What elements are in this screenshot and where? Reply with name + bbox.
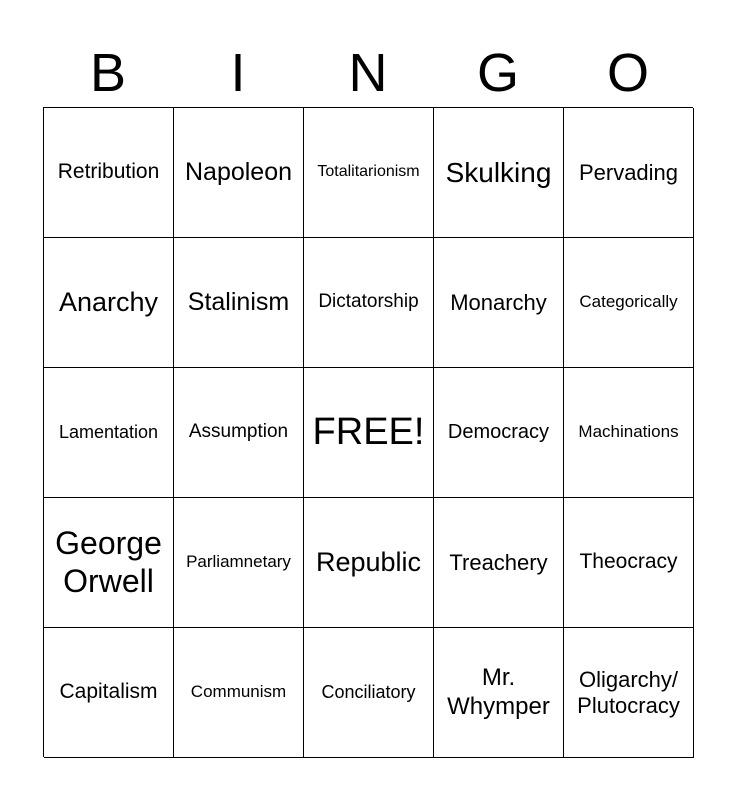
header-letter-i: I [230,43,246,103]
bingo-cell-r2-c1[interactable] [44,238,174,368]
bingo-cell-r2-c5[interactable] [564,238,694,368]
bingo-cell-r4-c1[interactable] [44,498,174,628]
bingo-cell-r2-c3[interactable] [304,238,434,368]
cell-text: Anarchy [58,286,159,317]
bingo-cell-r3-c5[interactable] [564,368,694,498]
bingo-cell-r2-c4[interactable] [434,238,564,368]
cell-text: Stalinism [187,287,290,316]
bingo-cell-r5-c5[interactable] [564,628,694,758]
bingo-cell-r4-c5[interactable] [564,498,694,628]
bingo-cell-r2-c2[interactable] [174,238,304,368]
cell-text: Retribution [57,160,160,184]
header-letter-g: G [476,43,519,103]
cell-text: Pervading [578,159,679,185]
cell-text: Capitalism [59,680,158,704]
bingo-cell-r4-c2[interactable] [174,498,304,628]
bingo-cell-r1-c3[interactable] [304,108,434,238]
cell-text: Republic [315,546,422,577]
bingo-cell-r1-c1[interactable] [44,108,174,238]
bingo-cell-r5-c2[interactable] [174,628,304,758]
bingo-board [43,107,693,757]
bingo-cell-r1-c4[interactable] [434,108,564,238]
cell-text: Skulking [445,156,552,188]
cell-text: Categorically [579,292,678,312]
cell-text: Assumption [188,421,289,443]
cell-text: Napoleon [184,157,293,186]
header-letter-o: O [606,43,649,103]
bingo-cell-r4-c3[interactable] [304,498,434,628]
bingo-cell-r3-c1[interactable] [44,368,174,498]
cell-text: Communism [190,682,287,702]
header-letter-b: B [89,43,127,103]
header-letter-n: N [348,43,388,103]
bingo-header [43,40,693,106]
cell-text: Mr. Whymper [447,664,550,720]
cell-text: Treachery [449,549,548,575]
bingo-cell-r5-c3[interactable] [304,628,434,758]
cell-text: Oligarchy/ Plutocracy [577,666,680,718]
cell-text: Totalitarionism [317,163,420,181]
cell-text: Democracy [447,420,550,443]
cell-text: Parliamnetary [186,552,291,572]
cell-text: Lamentation [58,421,159,442]
free-space-text: FREE! [312,411,425,454]
bingo-cell-r3-c2[interactable] [174,368,304,498]
cell-text: Dictatorship [318,291,419,313]
bingo-cell-r3-c4[interactable] [434,368,564,498]
cell-text: Monarchy [450,289,547,315]
cell-text: Theocracy [579,550,678,574]
bingo-cell-r4-c4[interactable] [434,498,564,628]
bingo-cell-r5-c1[interactable] [44,628,174,758]
bingo-cell-r3-c3[interactable] [304,368,434,498]
cell-text: Machinations [578,422,679,442]
cell-text: Conciliatory [321,681,416,702]
bingo-cell-r1-c5[interactable] [564,108,694,238]
bingo-cell-r5-c4[interactable] [434,628,564,758]
bingo-cell-r1-c2[interactable] [174,108,304,238]
cell-text: George Orwell [55,524,162,599]
